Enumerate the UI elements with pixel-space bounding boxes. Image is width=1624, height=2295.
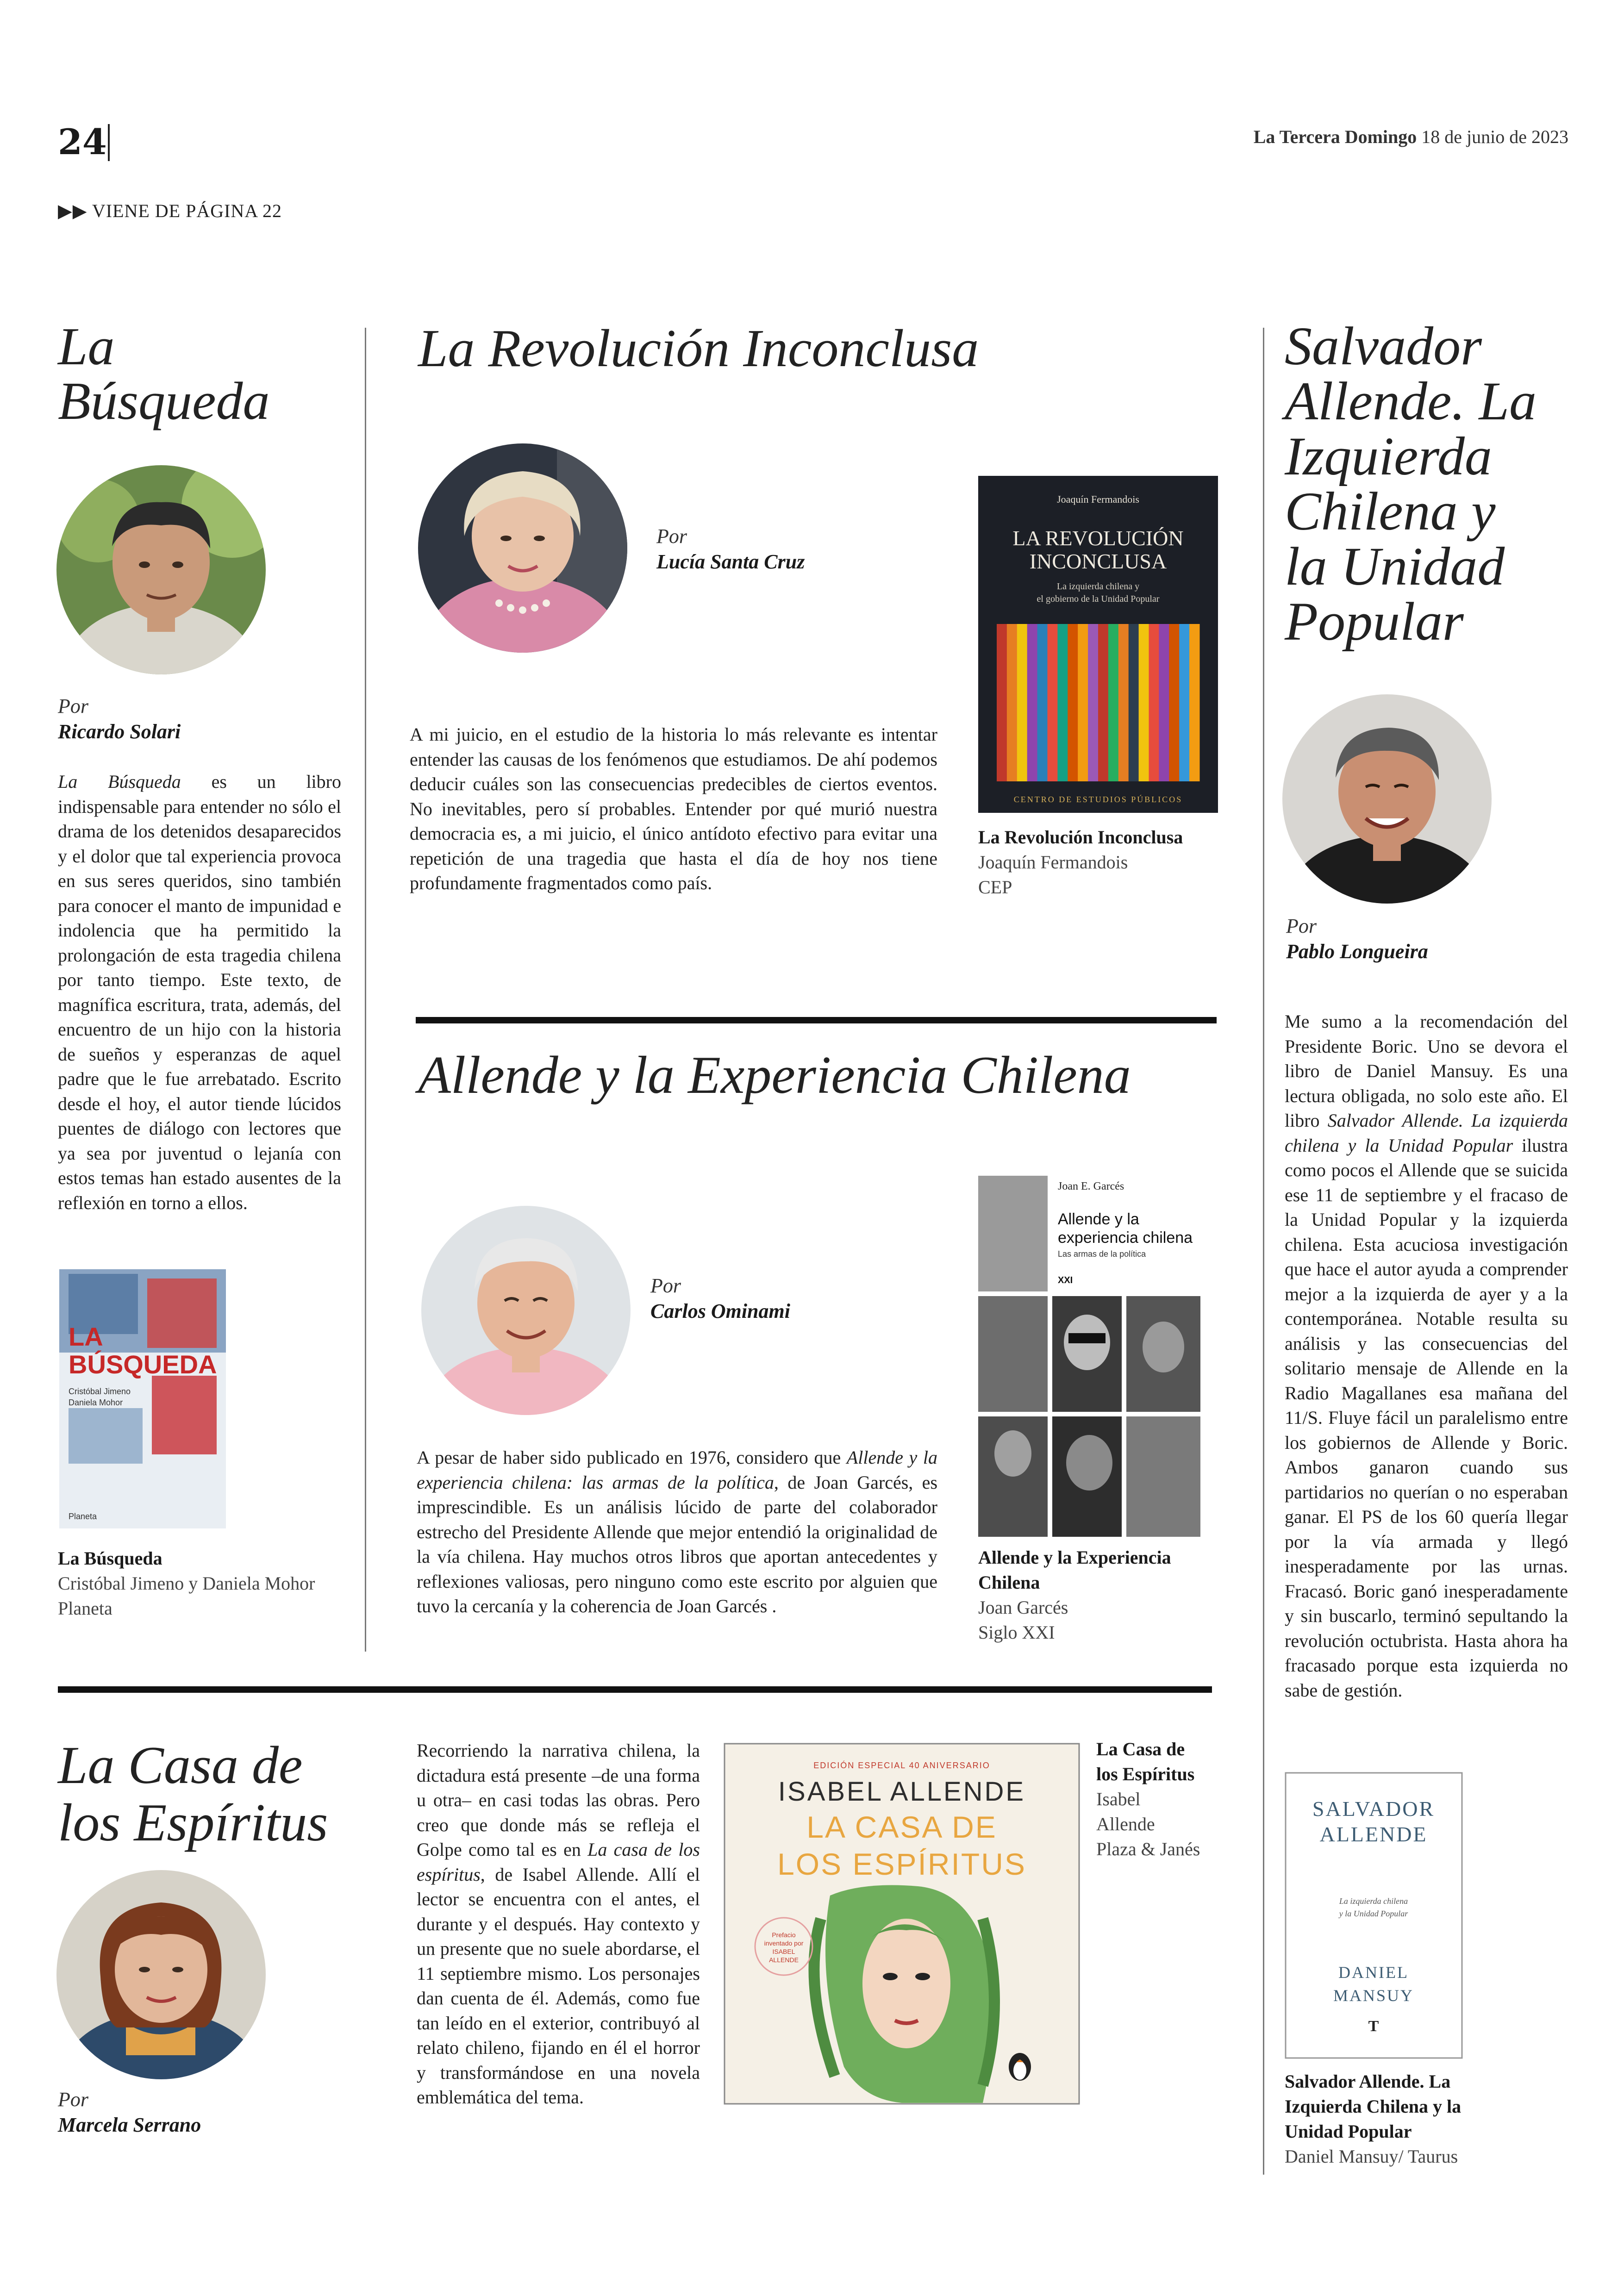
caption-publisher: Planeta: [58, 1598, 112, 1619]
cover-publisher: CENTRO DE ESTUDIOS PÚBLICOS: [1013, 795, 1183, 804]
review-title: La Revolución Inconclusa: [418, 319, 979, 378]
cover-stripe: [1017, 624, 1027, 781]
cover-author: Joan E. Garcés: [1058, 1180, 1124, 1192]
cover-stripe: [997, 624, 1007, 781]
cover-stripe: [1007, 624, 1017, 781]
cover-stripe: [1108, 624, 1118, 781]
review-title-line: Salvador: [1285, 316, 1482, 376]
page-number: 24: [58, 121, 107, 162]
cover-title-line2: experiencia chilena: [1058, 1229, 1193, 1247]
review-body: Me sumo a la recomendación del Presidente Boric. Uno se devora el libro de Daniel Mansuy. Es una lectura obligada, no solo este año. El libro Salvador Allende. La izquierda chilena y la Unidad Popular ilustra como pocos el Allende que se suicida ese 11 de septiembre y el fracaso de la Unidad Popular y la izquierda chilena. Esta acuciosa investigación que hace el autor ayuda a comprender mejor a la izquierda de ayer y a la contemporánea. Notable resulta su análisis y las consecuencias del solitario mensaje de Allende en la Radio Magallanes esa mañana del 11/S. Fluye fácil un paralelismo entre los gobiernos de Allende y Boric. Ambos ganaron cuando sus partidarios no querían o no esperaban ganar. El PS de los 60 quería llegar por la vía armada y llegó inesperadamente por las urnas. Fracasó. Boric ganó inesperadamente y sin buscarlo, terminó sepultando la revolución octubrista. Hasta ahora ha fracasado porque esta izquierda no sabe de gestión.: [1285, 1011, 1568, 1701]
cover-stripe: [1139, 624, 1149, 781]
cover-stripes: [997, 624, 1200, 781]
cover-title-line1: SALVADOR: [1312, 1797, 1435, 1821]
cover-edition: EDICIÓN ESPECIAL 40 ANIVERSARIO: [813, 1761, 990, 1770]
cover-author-line2: MANSUY: [1333, 1986, 1414, 2005]
book-caption: [978, 825, 1237, 900]
avatar-marcela-serrano: [56, 1870, 266, 2079]
double-arrow-right-icon: ▶▶: [58, 200, 87, 221]
byline-label: Por: [58, 695, 88, 717]
cover-title-line2: LOS ESPÍRITUS: [777, 1847, 1026, 1881]
cover-stripe: [1078, 624, 1088, 781]
caption-author: Daniel Mansuy/ Taurus: [1285, 2146, 1458, 2167]
cover-stripe: [1179, 624, 1189, 781]
page-number-divider: [108, 124, 110, 161]
newspaper-name: La Tercera Domingo: [1253, 126, 1417, 147]
review-title: La Casa de los Espíritus: [58, 1736, 328, 1852]
book-caption: [1096, 1737, 1249, 1862]
byline-author: Marcela Serrano: [58, 2114, 201, 2136]
caption-title-line2: los Espíritus: [1096, 1764, 1195, 1784]
column-rule-right: [1263, 328, 1264, 2175]
cover-title-line2: ALLENDE: [1319, 1822, 1428, 1846]
cover-author: ISABEL ALLENDE: [778, 1777, 1026, 1807]
section-rule-allende-exp: [416, 1017, 1217, 1023]
cover-stripe: [1169, 624, 1179, 781]
cover-stripe: [1068, 624, 1078, 781]
avatar-pablo-longueira: [1282, 694, 1492, 904]
book-caption: [58, 1546, 317, 1621]
cover-subtitle-line2: el gobierno de la Unidad Popular: [1037, 594, 1160, 604]
cover-title-line1: LA CASA DE: [806, 1810, 997, 1844]
byline-label: Por: [58, 2088, 88, 2111]
book-cover-la-casa-de-los-espiritus: [724, 1743, 1080, 2105]
cover-publisher-mark: XXI: [1058, 1275, 1073, 1285]
cover-title-line2: INCONCLUSA: [1029, 549, 1167, 573]
cover-publisher: Planeta: [69, 1512, 97, 1521]
cover-stripe: [1048, 624, 1058, 781]
cover-stripe: [1098, 624, 1108, 781]
cover-stripe: [1149, 624, 1159, 781]
review-title-line: la Unidad: [1285, 536, 1505, 597]
review-title-line: Allende. La: [1285, 371, 1537, 431]
cover-stripe: [1159, 624, 1169, 781]
cover-stripe: [1037, 624, 1048, 781]
caption-author: Joan Garcés: [978, 1597, 1068, 1618]
section-rule-casa: [58, 1686, 1212, 1693]
caption-author-line1: Isabel: [1096, 1789, 1141, 1809]
cover-stripe: [1027, 624, 1037, 781]
caption-publisher: Siglo XXI: [978, 1622, 1055, 1643]
review-title: Allende y la Experiencia Chilena: [418, 1046, 1131, 1105]
caption-title-line3: Unidad Popular: [1285, 2121, 1412, 2142]
cover-stripe: [1129, 624, 1139, 781]
review-title-line: Izquierda: [1285, 426, 1492, 486]
cover-subtitle: Las armas de la política: [1058, 1249, 1146, 1259]
cover-subtitle-line1: La izquierda chilena: [1339, 1896, 1408, 1906]
caption-title-line2: Izquierda Chilena y la: [1285, 2096, 1462, 2117]
cover-title-line2: BÚSQUEDA: [69, 1350, 217, 1379]
byline-author: Pablo Longueira: [1286, 940, 1428, 963]
byline-label: Por: [656, 525, 687, 548]
cover-subtitle-line2: y la Unidad Popular: [1339, 1909, 1408, 1918]
continued-label: VIENE DE PÁGINA 22: [92, 200, 282, 221]
badge-line2: inventado por: [764, 1940, 804, 1947]
review-title: [1285, 316, 1537, 652]
cover-stripe: [1057, 624, 1068, 781]
avatar-carlos-ominami: [421, 1206, 631, 1415]
byline-label: Por: [650, 1274, 681, 1297]
review-title: La Búsqueda: [58, 317, 270, 431]
book-cover-salvador-allende: [1285, 1772, 1463, 2059]
book-cover-la-revolucion-inconclusa: [978, 476, 1218, 813]
avatar-ricardo-solari: [56, 465, 266, 674]
review-body: A mi juicio, en el estudio de la historia lo más relevante es intentar entender las causas de los fenómenos que estudiamos. De ahí podemos deducir cuáles son las consecuencias predecibles de ciertos eventos. No inevitables, pero sí probables. Entender por qué murió nuestra democracia es, a mi juicio, el único antídoto efectivo para evitar una repetición de una tragedia que hasta el día de hoy nos tiene profundamente fragmentados como país.: [410, 724, 937, 893]
review-body: Recorriendo la narrativa chilena, la dictadura está presente –de una forma u otra– en casi todas las obras. Pero creo que donde más se refleja el Golpe como tal es en La casa de los espíritus, de Isabel Allende. Allí el lector se encuentra con el antes, el durante y el después. Hay contexto y un presente que no suele abordarse, el 11 septiembre mismo. Los personajes dan cuenta de él. Además, como fue tan leído en el exterior, contribuyó al relato chileno, fijando en él el horror y transformándose en una novela emblemática del tema.: [417, 1740, 700, 2108]
caption-title: La Búsqueda: [58, 1548, 162, 1569]
masthead: [1254, 126, 1568, 148]
issue-date: 18 de junio de 2023: [1421, 126, 1568, 147]
cover-author-line2: Daniela Mohor: [69, 1398, 123, 1407]
cover-title-line1: Allende y la: [1058, 1210, 1139, 1228]
book-cover-allende-experiencia: [978, 1176, 1200, 1537]
cover-stripe: [1088, 624, 1098, 781]
badge-line3: ISABEL: [772, 1948, 795, 1955]
avatar-lucia-santa-cruz: [418, 443, 627, 653]
caption-title: Allende y la Experiencia Chilena: [978, 1547, 1171, 1593]
caption-author: Joaquín Fermandois: [978, 852, 1128, 873]
column-rule-left: [365, 328, 366, 1652]
badge-line1: Prefacio: [772, 1931, 796, 1939]
cover-title-line1: LA REVOLUCIÓN: [1012, 526, 1184, 550]
book-cover-la-busqueda: [59, 1269, 226, 1528]
caption-title-line1: Salvador Allende. La: [1285, 2071, 1451, 2092]
review-title-line: Popular: [1285, 591, 1464, 652]
cover-subtitle-line1: La izquierda chilena y: [1056, 581, 1140, 592]
review-body: La Búsqueda es un libro indispensable para entender no sólo el drama de los detenidos desaparecidos y el dolor que tal experiencia provoca en sus seres queridos, sino también para conocer el manto de impunidad e indolencia que ha permitido la prolongación de esta tragedia chilena por tanto tiempo. Este texto, de magnífica escritura, trata, además, del encuentro de un hijo con la historia de sueños y esperanzas de aquel padre que le fue arrebatado. Escrito desde el hoy, el autor tiende lúcidos puentes de diálogo con lectores que ya sea por juventud o lejanía con estos temas han estado ausentes de la reflexión en torno a ellos.: [58, 771, 341, 1213]
cover-stripe: [1189, 624, 1199, 781]
caption-publisher: Plaza & Janés: [1096, 1839, 1200, 1859]
continued-from: [58, 200, 282, 222]
book-caption: [1285, 2069, 1572, 2169]
caption-title-line1: La Casa de: [1096, 1739, 1185, 1759]
byline-label: Por: [1286, 915, 1317, 937]
byline-author: Lucía Santa Cruz: [656, 550, 805, 573]
cover-author: Joaquín Fermandois: [1057, 493, 1139, 505]
review-body: A pesar de haber sido publicado en 1976, considero que Allende y la experiencia chilena: las armas de la política, de Joan Garcés, es imprescindible. Es un análisis lúcido de parte del colaborador estrecho del Presidente Allende que mejor entendió la originalidad de la vía chilena. Hay muchos otros libros que aportan antecedentes y reflexiones valiosas, pero ninguno como este escrito por alguien que tuvo la cercanía y la coherencia de Joan Garcés .: [417, 1447, 938, 1616]
cover-publisher-mark: T: [1368, 2018, 1379, 2035]
cover-author-line1: Cristóbal Jimeno: [69, 1387, 131, 1396]
cover-stripe: [1118, 624, 1129, 781]
caption-author-line2: Allende: [1096, 1814, 1155, 1834]
caption-title: La Revolución Inconclusa: [978, 827, 1183, 848]
caption-publisher: CEP: [978, 877, 1012, 898]
book-caption: [978, 1545, 1237, 1645]
review-title-line: Chilena y: [1285, 481, 1496, 542]
byline-author: Ricardo Solari: [58, 720, 181, 743]
cover-author-line1: DANIEL: [1338, 1963, 1409, 1982]
caption-authors: Cristóbal Jimeno y Daniela Mohor: [58, 1573, 315, 1594]
cover-title-line1: LA: [69, 1322, 103, 1351]
byline-author: Carlos Ominami: [650, 1300, 790, 1322]
badge-line4: ALLENDE: [769, 1956, 799, 1964]
